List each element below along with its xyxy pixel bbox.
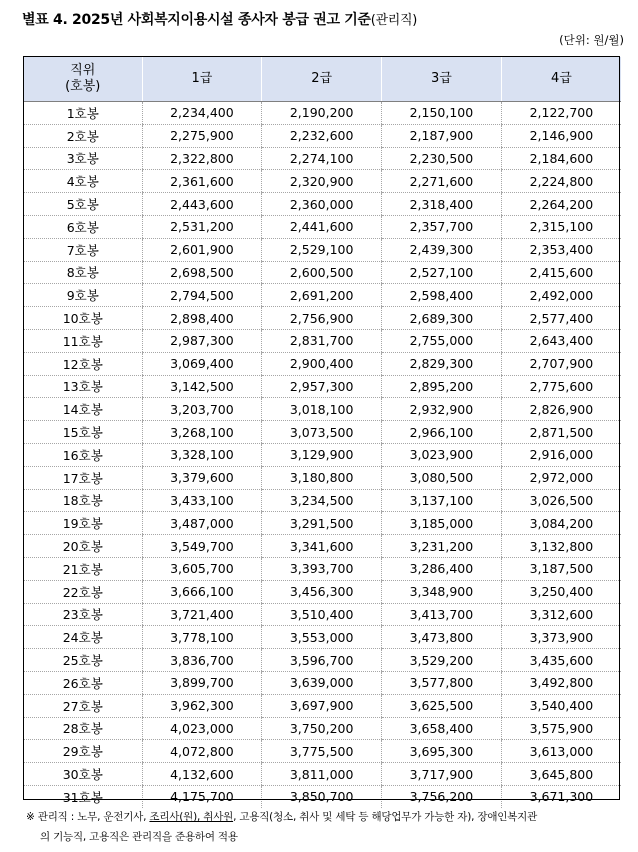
salary-cell-grade-1: 2,987,300 [142,329,262,352]
salary-cell-grade-3: 2,932,900 [382,398,502,421]
salary-cell-grade-4: 3,613,000 [501,740,621,763]
salary-cell-grade-2: 3,811,000 [262,763,382,786]
step-cell: 11호봉 [24,329,142,352]
salary-cell-grade-2: 3,456,300 [262,580,382,603]
salary-cell-grade-1: 3,605,700 [142,557,262,580]
salary-cell-grade-2: 3,850,700 [262,785,382,807]
step-cell: 7호봉 [24,238,142,261]
note-suffix: , 고용직(청소, 취사 및 세탁 등 해당업무가 가능한 자), 장애인복지관 [233,811,538,823]
salary-cell-grade-4: 2,826,900 [501,398,621,421]
salary-cell-grade-3: 3,625,500 [382,694,502,717]
step-cell: 1호봉 [24,102,142,125]
salary-cell-grade-3: 3,529,200 [382,649,502,672]
footnote [26,807,626,847]
step-cell: 5호봉 [24,193,142,216]
unit-label: (단위: 원/월) [559,33,624,47]
salary-cell-grade-4: 2,643,400 [501,329,621,352]
table-row [24,261,621,284]
salary-cell-grade-4: 3,132,800 [501,535,621,558]
header-grade-3: 3급 [382,57,502,102]
step-cell: 21호봉 [24,557,142,580]
salary-cell-grade-1: 4,023,000 [142,717,262,740]
step-cell: 28호봉 [24,717,142,740]
salary-cell-grade-3: 2,150,100 [382,102,502,125]
salary-cell-grade-2: 2,320,900 [262,170,382,193]
salary-cell-grade-1: 4,175,700 [142,785,262,807]
step-cell: 27호봉 [24,694,142,717]
salary-cell-grade-4: 2,415,600 [501,261,621,284]
salary-cell-grade-2: 3,073,500 [262,421,382,444]
salary-cell-grade-1: 3,203,700 [142,398,262,421]
table-row [24,512,621,535]
salary-cell-grade-2: 3,393,700 [262,557,382,580]
table-row [24,466,621,489]
step-cell: 2호봉 [24,124,142,147]
salary-cell-grade-4: 2,972,000 [501,466,621,489]
salary-cell-grade-3: 2,689,300 [382,307,502,330]
salary-cell-grade-3: 2,230,500 [382,147,502,170]
salary-cell-grade-4: 3,373,900 [501,626,621,649]
salary-cell-grade-4: 3,312,600 [501,603,621,626]
salary-cell-grade-3: 2,187,900 [382,124,502,147]
salary-cell-grade-3: 2,318,400 [382,193,502,216]
salary-cell-grade-4: 3,187,500 [501,557,621,580]
salary-cell-grade-3: 2,439,300 [382,238,502,261]
table-row [24,535,621,558]
salary-cell-grade-3: 2,598,400 [382,284,502,307]
table-body [24,102,621,808]
salary-cell-grade-3: 3,137,100 [382,489,502,512]
salary-cell-grade-3: 2,895,200 [382,375,502,398]
step-cell: 31호봉 [62,789,103,805]
salary-cell-grade-3: 2,527,100 [382,261,502,284]
step-cell: 25호봉 [24,649,142,672]
salary-cell-grade-4: 3,540,400 [501,694,621,717]
step-cell: 24호봉 [24,626,142,649]
salary-cell-grade-1: 3,268,100 [142,421,262,444]
salary-cell-grade-3: 2,357,700 [382,215,502,238]
step-cell: 14호봉 [24,398,142,421]
salary-cell-grade-2: 2,190,200 [262,102,382,125]
salary-cell-grade-4: 3,084,200 [501,512,621,535]
salary-cell-grade-1: 3,069,400 [142,352,262,375]
title-main: 별표 4. 2025년 사회복지이용시설 종사자 봉급 권고 기준 [22,12,371,28]
salary-cell-grade-3: 3,185,000 [382,512,502,535]
salary-cell-grade-2: 2,756,900 [262,307,382,330]
salary-cell-grade-1: 2,601,900 [142,238,262,261]
salary-cell-grade-1: 2,698,500 [142,261,262,284]
salary-cell-grade-3: 3,717,900 [382,763,502,786]
salary-cell-grade-3: 3,080,500 [382,466,502,489]
table-row [24,603,621,626]
footnote-line-2: 의 기능직, 고용직은 관리직을 준용하여 적용 [40,831,238,843]
salary-cell-grade-2: 2,360,000 [262,193,382,216]
salary-cell-grade-1: 2,275,900 [142,124,262,147]
salary-cell-grade-3: 3,231,200 [382,535,502,558]
salary-cell-grade-1: 3,721,400 [142,603,262,626]
step-cell: 6호봉 [24,215,142,238]
salary-cell-grade-2: 2,691,200 [262,284,382,307]
salary-cell-grade-1: 3,487,000 [142,512,262,535]
salary-cell-grade-1: 4,072,800 [142,740,262,763]
title-sub: (관리직) [370,13,418,28]
salary-cell-grade-4: 3,250,400 [501,580,621,603]
salary-cell-grade-1: 3,433,100 [142,489,262,512]
salary-cell-grade-4: 2,146,900 [501,124,621,147]
salary-cell-grade-2: 3,018,100 [262,398,382,421]
table-row [24,398,621,421]
salary-cell-grade-4: 3,645,800 [501,763,621,786]
salary-cell-grade-1: 3,328,100 [142,443,262,466]
salary-cell-grade-4: 3,026,500 [501,489,621,512]
note-underlined: 조리사(원), 취사원 [149,811,234,823]
salary-cell-grade-4: 2,871,500 [501,421,621,444]
table-row [24,443,621,466]
table-row [24,124,621,147]
table-row [24,352,621,375]
table-row [24,375,621,398]
salary-cell-grade-2: 3,291,500 [262,512,382,535]
table-row [24,489,621,512]
step-cell: 20호봉 [24,535,142,558]
header-step-line2: (호봉) [65,79,101,94]
salary-cell-grade-3: 3,413,700 [382,603,502,626]
footnote-line-1 [26,807,626,827]
header-step [24,57,142,102]
salary-cell-grade-1: 2,898,400 [142,307,262,330]
salary-cell-grade-2: 2,900,400 [262,352,382,375]
salary-cell-grade-2: 2,600,500 [262,261,382,284]
salary-cell-grade-2: 2,957,300 [262,375,382,398]
salary-cell-grade-3: 3,756,200 [382,785,502,807]
salary-cell-grade-2: 3,697,900 [262,694,382,717]
salary-table [24,57,621,808]
table-row [24,102,621,125]
table-row [24,307,621,330]
note-prefix: 관리직 : 노무, 운전기사, [34,811,150,823]
table-row [24,740,621,763]
salary-cell-grade-4: 3,575,900 [501,717,621,740]
table-row [24,671,621,694]
table-row [24,763,621,786]
salary-cell-grade-3: 2,271,600 [382,170,502,193]
salary-cell-grade-1: 3,836,700 [142,649,262,672]
table-row [24,215,621,238]
salary-cell-grade-3: 3,023,900 [382,443,502,466]
step-cell: 12호봉 [24,352,142,375]
salary-cell-grade-1: 3,142,500 [142,375,262,398]
header-grade-1: 1급 [142,57,262,102]
header-grade-4: 4급 [501,57,621,102]
salary-cell-grade-3: 2,966,100 [382,421,502,444]
salary-cell-grade-3: 3,695,300 [382,740,502,763]
salary-cell-grade-1: 3,962,300 [142,694,262,717]
salary-cell-grade-2: 2,274,100 [262,147,382,170]
salary-cell-grade-1: 4,132,600 [142,763,262,786]
note-mark: ※ [26,811,35,823]
salary-cell-grade-2: 3,750,200 [262,717,382,740]
salary-cell-grade-1: 2,234,400 [142,102,262,125]
table-row [24,626,621,649]
salary-cell-grade-4: 2,184,600 [501,147,621,170]
salary-cell-grade-2: 3,341,600 [262,535,382,558]
table-row [24,785,621,807]
step-cell: 8호봉 [24,261,142,284]
table-row [24,170,621,193]
salary-cell-grade-1: 2,794,500 [142,284,262,307]
table-row [24,580,621,603]
table-row [24,329,621,352]
table-row [24,557,621,580]
table-header-row [24,57,621,102]
salary-cell-grade-3: 2,829,300 [382,352,502,375]
salary-cell-grade-4: 2,224,800 [501,170,621,193]
salary-cell-grade-4: 2,707,900 [501,352,621,375]
table-row [24,421,621,444]
salary-cell-grade-2: 3,234,500 [262,489,382,512]
salary-cell-grade-3: 3,577,800 [382,671,502,694]
salary-cell-grade-2: 3,129,900 [262,443,382,466]
salary-cell-grade-2: 3,639,000 [262,671,382,694]
salary-cell-grade-1: 3,666,100 [142,580,262,603]
salary-cell-grade-4: 2,775,600 [501,375,621,398]
header-grade-2: 2급 [262,57,382,102]
table-row [24,649,621,672]
table-row [24,694,621,717]
salary-cell-grade-1: 3,899,700 [142,671,262,694]
salary-cell-grade-4: 2,577,400 [501,307,621,330]
salary-cell-grade-3: 3,286,400 [382,557,502,580]
salary-cell-grade-3: 3,348,900 [382,580,502,603]
step-cell: 16호봉 [24,443,142,466]
table-row [24,238,621,261]
salary-cell-grade-1: 2,443,600 [142,193,262,216]
step-cell: 4호봉 [24,170,142,193]
salary-cell-grade-2: 3,180,800 [262,466,382,489]
step-cell: 18호봉 [24,489,142,512]
salary-cell-grade-4: 2,122,700 [501,102,621,125]
salary-cell-grade-2: 2,831,700 [262,329,382,352]
salary-cell-grade-4: 3,435,600 [501,649,621,672]
salary-cell-grade-1: 2,361,600 [142,170,262,193]
step-cell: 19호봉 [24,512,142,535]
salary-cell-grade-4: 3,671,300 [501,785,621,807]
salary-cell-grade-3: 3,473,800 [382,626,502,649]
step-cell: 17호봉 [24,466,142,489]
table-row [24,147,621,170]
step-cell: 9호봉 [24,284,142,307]
step-cell: 13호봉 [24,375,142,398]
salary-cell-grade-2: 3,553,000 [262,626,382,649]
salary-cell-grade-2: 2,441,600 [262,215,382,238]
salary-cell-grade-1: 2,531,200 [142,215,262,238]
step-cell: 10호봉 [24,307,142,330]
salary-cell-grade-2: 3,596,700 [262,649,382,672]
table-row [24,284,621,307]
salary-cell-grade-3: 2,755,000 [382,329,502,352]
step-cell: 30호봉 [24,763,142,786]
step-cell: 15호봉 [24,421,142,444]
salary-cell-grade-2: 2,232,600 [262,124,382,147]
salary-cell-grade-4: 2,315,100 [501,215,621,238]
salary-cell-grade-4: 2,916,000 [501,443,621,466]
salary-cell-grade-4: 2,353,400 [501,238,621,261]
salary-cell-grade-4: 2,492,000 [501,284,621,307]
salary-cell-grade-2: 2,529,100 [262,238,382,261]
salary-cell-grade-1: 3,778,100 [142,626,262,649]
salary-cell-grade-1: 3,379,600 [142,466,262,489]
salary-cell-grade-1: 3,549,700 [142,535,262,558]
table-row [24,717,621,740]
step-cell: 29호봉 [24,740,142,763]
salary-cell-grade-2: 3,510,400 [262,603,382,626]
step-cell: 22호봉 [24,580,142,603]
document-title [22,9,417,29]
salary-cell-grade-2: 3,775,500 [262,740,382,763]
step-cell: 23호봉 [24,603,142,626]
table-row [24,193,621,216]
step-cell: 26호봉 [24,671,142,694]
salary-cell-grade-3: 3,658,400 [382,717,502,740]
salary-cell-grade-1: 2,322,800 [142,147,262,170]
salary-cell-grade-4: 3,492,800 [501,671,621,694]
salary-cell-grade-4: 2,264,200 [501,193,621,216]
step-cell: 3호봉 [24,147,142,170]
header-step-line1: 직위 [70,63,96,78]
